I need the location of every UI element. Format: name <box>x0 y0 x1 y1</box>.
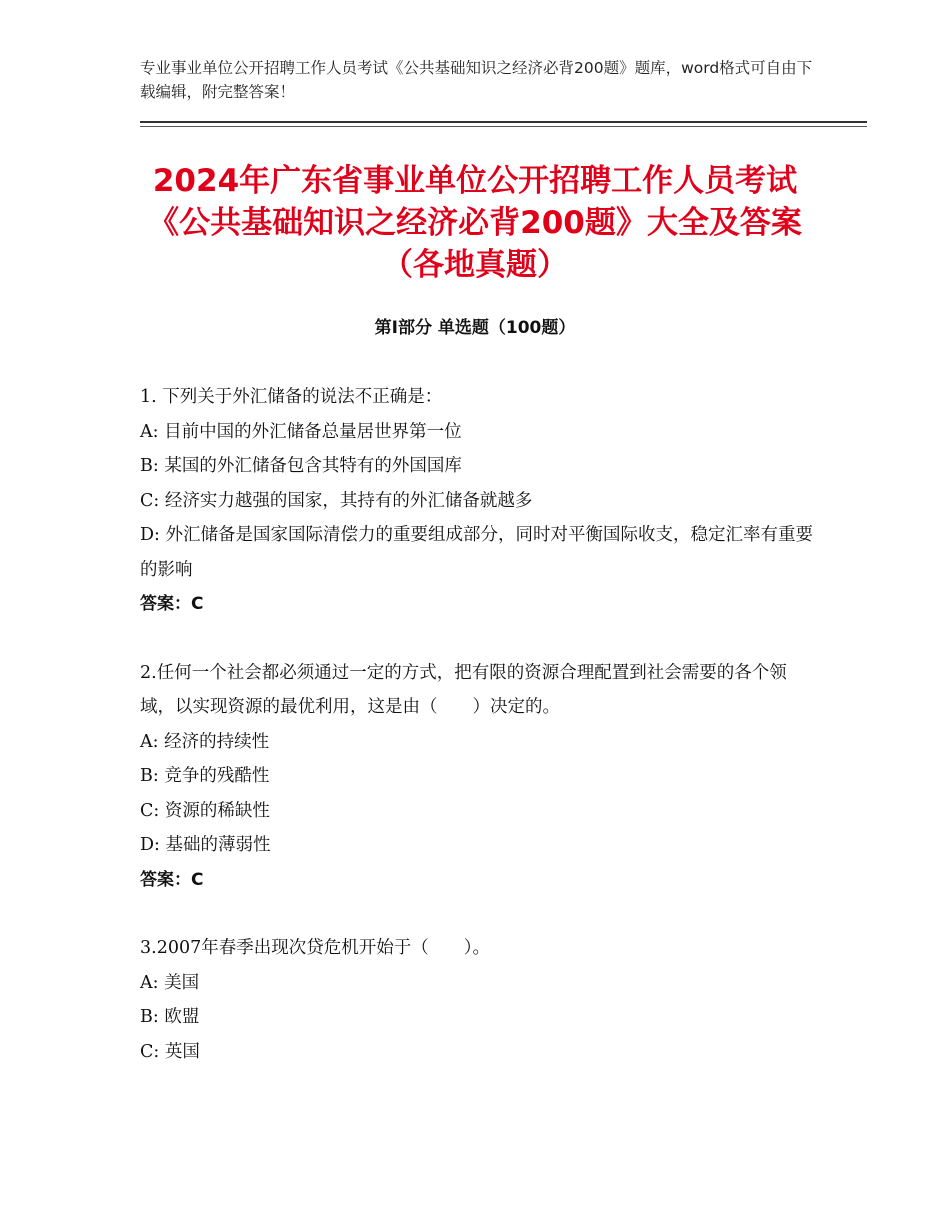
option-b: B: 欧盟 <box>140 1007 200 1027</box>
answer-line: 答案：C <box>140 594 204 614</box>
question-2 <box>140 656 820 898</box>
header-note: 专业事业单位公开招聘工作人员考试《公共基础知识之经济必背200题》题库，word格式可自由下载编辑，附完整答案！ <box>140 59 813 101</box>
question-stem: 1. 下列关于外汇储备的说法不正确是： <box>140 387 443 407</box>
question-stem: 2.任何一个社会都必须通过一定的方式，把有限的资源合理配置到社会需要的各个领域，以实现资源的最优利用，这是由（ ）决定的。 <box>140 662 787 717</box>
question-list <box>140 380 820 1103</box>
document-title: 2024年广东省事业单位公开招聘工作人员考试《公共基础知识之经济必背200题》大全及答案（各地真题） <box>148 163 802 283</box>
header-divider-thin <box>140 126 867 127</box>
section-heading: 第Ⅰ部分 单选题（100题） <box>374 318 576 338</box>
option-d: D: 基础的薄弱性 <box>140 835 271 855</box>
option-a: A: 目前中国的外汇储备总量居世界第一位 <box>140 421 462 442</box>
option-b: B: 竞争的残酷性 <box>140 766 270 786</box>
question-1 <box>140 380 820 622</box>
answer-line: 答案：C <box>140 869 204 890</box>
option-c: C: 经济实力越强的国家，其持有的外汇储备就越多 <box>140 490 533 511</box>
option-c: C: 英国 <box>140 1041 200 1062</box>
header-divider-thick <box>140 121 867 123</box>
option-b: B: 某国的外汇储备包含其特有的外国国库 <box>140 456 462 476</box>
question-stem: 3.2007年春季出现次贷危机开始于（ ）。 <box>140 938 490 958</box>
option-a: A: 经济的持续性 <box>140 731 270 752</box>
option-d: D: 外汇储备是国家国际清偿力的重要组成部分，同时对平衡国际收支，稳定汇率有重要的影响 <box>140 525 813 580</box>
option-a: A: 美国 <box>140 972 200 993</box>
option-c: C: 资源的稀缺性 <box>140 800 270 821</box>
question-3 <box>140 931 820 1069</box>
